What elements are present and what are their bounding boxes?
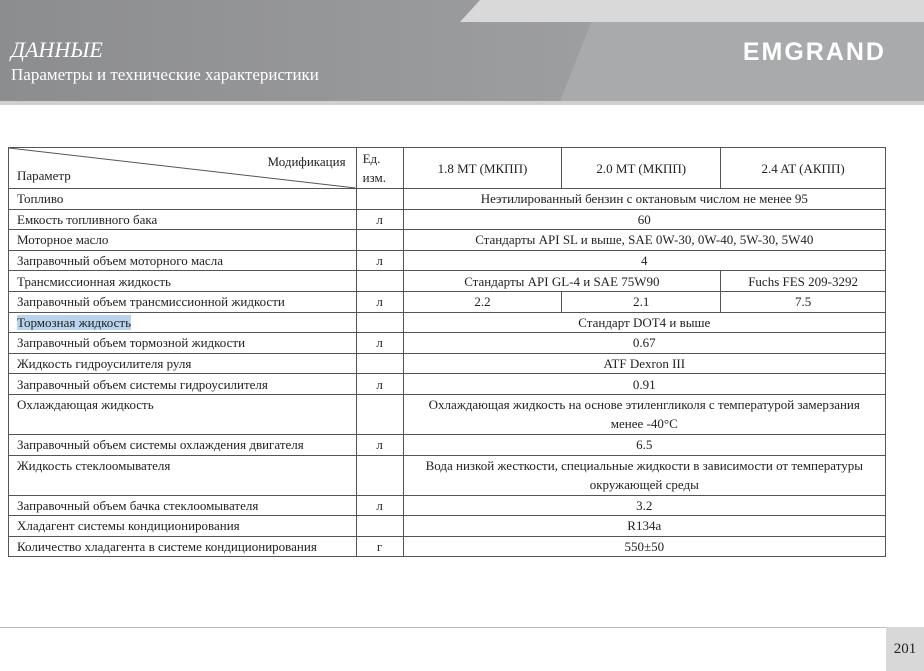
unit-cell: л: [356, 374, 403, 395]
table-row: [9, 394, 886, 434]
value-cell: 550±50: [403, 536, 885, 557]
param-cell: Количество хладагента в системе кондиционирования: [9, 536, 357, 557]
header-modification: Модификация: [267, 154, 346, 169]
param-cell: Заправочный объем бачка стеклоомывателя: [9, 495, 357, 516]
param-cell: Заправочный объем тормозной жидкости: [9, 333, 357, 354]
header-variant-2: 2.0 MT (МКПП): [562, 148, 721, 189]
footer-divider: [0, 627, 886, 628]
param-cell: Охлаждающая жидкость: [9, 394, 357, 434]
param-cell: Заправочный объем системы охлаждения двигателя: [9, 434, 357, 455]
value-cell: 4: [403, 250, 885, 271]
value-cell: 60: [403, 209, 885, 230]
value-cell-mt: Стандарты API GL-4 и SAE 75W90: [403, 271, 721, 292]
unit-cell: [356, 516, 403, 537]
param-cell: Жидкость гидроусилителя руля: [9, 353, 357, 374]
table-header-row: [9, 148, 886, 189]
unit-cell: [356, 455, 403, 495]
unit-cell: [356, 353, 403, 374]
value-cell: 3.2: [403, 495, 885, 516]
param-cell: [9, 312, 357, 333]
page-header: [0, 0, 924, 101]
table-row: [9, 189, 886, 210]
specs-table: [8, 147, 886, 557]
unit-cell: [356, 230, 403, 251]
table-row: [9, 536, 886, 557]
header-unit: Ед. изм.: [356, 148, 403, 189]
highlighted-text: Тормозная: [17, 314, 76, 330]
value-cell-2: 2.1: [562, 291, 721, 312]
table-row: [9, 230, 886, 251]
table-row: [9, 271, 886, 292]
brand-logo: EMGRAND: [742, 38, 886, 66]
value-cell: 0.67: [403, 333, 885, 354]
highlighted-text: жидкость: [78, 314, 132, 330]
unit-cell: л: [356, 495, 403, 516]
section-title: ДАННЫЕ: [11, 37, 103, 62]
header-variant-1: 1.8 MT (МКПП): [403, 148, 562, 189]
param-cell: Заправочный объем системы гидроусилителя: [9, 374, 357, 395]
table-row: [9, 250, 886, 271]
param-cell: Емкость топливного бака: [9, 209, 357, 230]
table-row: [9, 434, 886, 455]
table-row: [9, 353, 886, 374]
table-row: [9, 291, 886, 312]
value-cell: Стандарты API SL и выше, SAE 0W-30, 0W-40, 5W-30, 5W40: [403, 230, 885, 251]
table-row: [9, 516, 886, 537]
table-row: [9, 333, 886, 354]
header-parameter: Параметр: [17, 168, 71, 183]
unit-cell: [356, 312, 403, 333]
page-subtitle: Параметры и технические характеристики: [11, 65, 319, 84]
unit-cell: г: [356, 536, 403, 557]
unit-cell: [356, 189, 403, 210]
param-cell: Трансмиссионная жидкость: [9, 271, 357, 292]
param-cell: Хладагент системы кондиционирования: [9, 516, 357, 537]
value-cell-at: Fuchs FES 209-3292: [721, 271, 886, 292]
value-cell: Неэтилированный бензин с октановым числом не менее 95: [403, 189, 885, 210]
value-cell: R134a: [403, 516, 885, 537]
unit-cell: л: [356, 209, 403, 230]
value-cell: ATF Dexron III: [403, 353, 885, 374]
param-cell: Моторное масло: [9, 230, 357, 251]
header-divider: [0, 101, 924, 105]
table-row: [9, 374, 886, 395]
value-cell-1: 2.2: [403, 291, 562, 312]
header-corner-cell: [9, 148, 357, 189]
header-variant-3: 2.4 AT (АКПП): [721, 148, 886, 189]
value-cell: Вода низкой жесткости, специальные жидкости в зависимости от температуры окружающей среды: [403, 455, 885, 495]
value-cell: 0.91: [403, 374, 885, 395]
unit-cell: л: [356, 434, 403, 455]
unit-cell: [356, 271, 403, 292]
table-row: [9, 455, 886, 495]
unit-cell: [356, 394, 403, 434]
value-cell: Охлаждающая жидкость на основе этиленгликоля с температурой замерзания менее -40°C: [403, 394, 885, 434]
table-row: [9, 312, 886, 333]
param-cell: Заправочный объем моторного масла: [9, 250, 357, 271]
unit-cell: л: [356, 291, 403, 312]
value-cell-3: 7.5: [721, 291, 886, 312]
page-number: 201: [886, 627, 924, 671]
unit-cell: л: [356, 333, 403, 354]
table-row: [9, 495, 886, 516]
table-row: [9, 209, 886, 230]
header-light-strip: [460, 0, 924, 22]
value-cell: 6.5: [403, 434, 885, 455]
param-cell: Топливо: [9, 189, 357, 210]
param-cell: Жидкость стеклоомывателя: [9, 455, 357, 495]
value-cell: Стандарт DOT4 и выше: [403, 312, 885, 333]
param-cell: Заправочный объем трансмиссионной жидкости: [9, 291, 357, 312]
unit-cell: л: [356, 250, 403, 271]
